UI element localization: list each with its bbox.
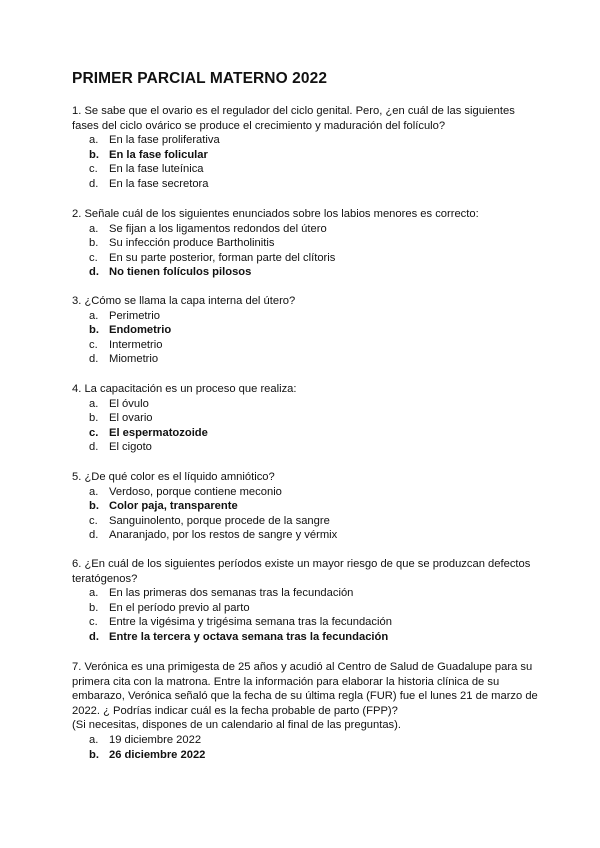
question-stem: 5. ¿De qué color es el líquido amniótico?: [72, 471, 275, 483]
option: [72, 236, 542, 251]
option: [72, 733, 542, 748]
option-correct: [72, 426, 542, 441]
option-marker: d.: [89, 353, 99, 366]
option-correct: [72, 499, 542, 514]
option: [72, 352, 542, 367]
option-marker: d.: [89, 441, 99, 454]
option: [72, 528, 542, 543]
question-stem: 1. Se sabe que el ovario es el regulador del ciclo genital. Pero, ¿en cuál de las siguientes fases del ciclo ovárico se produce el crecimiento y maduración del folículo?: [72, 105, 515, 132]
option-marker: b.: [89, 237, 99, 250]
option-marker: d.: [89, 529, 99, 542]
option-text: El espermatozoide: [109, 426, 208, 439]
option: [72, 133, 542, 148]
option-marker: d.: [89, 177, 99, 190]
option-text: No tienen folículos pilosos: [109, 266, 252, 279]
option: [72, 162, 542, 177]
option-text: En las primeras dos semanas tras la fecundación: [109, 587, 354, 600]
option-text: Sanguinolento, porque procede de la sangre: [109, 514, 330, 527]
option-text: Anaranjado, por los restos de sangre y vérmix: [109, 529, 338, 542]
option: [72, 440, 542, 455]
option-marker: a.: [89, 134, 99, 147]
option: [72, 251, 542, 266]
option-marker: a.: [89, 485, 99, 498]
option-text: En su parte posterior, forman parte del clítoris: [109, 251, 336, 264]
option: [72, 601, 542, 616]
question-note: (Si necesitas, dispones de un calendario al final de las preguntas).: [72, 719, 401, 732]
options-list: [72, 586, 542, 644]
option-correct: [72, 630, 542, 645]
question-7: [72, 660, 542, 762]
question-stem: 6. ¿En cuál de los siguientes períodos existe un mayor riesgo de que se produzcan defectos teratógenos?: [72, 558, 531, 585]
option-correct: [72, 265, 542, 280]
question-2: [72, 207, 542, 280]
option-text: El ovario: [109, 412, 153, 425]
option-text: En la fase secretora: [109, 177, 209, 190]
option-text: Perimetrio: [109, 309, 160, 322]
question-3: [72, 294, 542, 367]
options-list: [72, 485, 542, 543]
option-marker: a.: [89, 222, 99, 235]
option-text: 26 diciembre 2022: [109, 748, 206, 761]
option-marker: c.: [89, 251, 98, 264]
options-list: [72, 133, 542, 191]
option: [72, 338, 542, 353]
option-text: Verdoso, porque contiene meconio: [109, 485, 282, 498]
option-marker: b.: [89, 324, 99, 337]
option-marker: c.: [89, 514, 98, 527]
option-marker: c.: [89, 163, 98, 176]
question-stem: 7. Verónica es una primigesta de 25 años y acudió al Centro de Salud de Guadalupe para su primera cita con la matrona. Entre la información para elaborar la historia clínica de su embarazo, Verónica señaló que la fecha de su última regla (FUR) fue el lunes 21 de marzo de 2022. ¿ Podrías indicar cuál es la fecha probable de parto (FPP)?: [72, 661, 538, 717]
option-text: Entre la tercera y octava semana tras la fecundación: [109, 630, 389, 643]
option-marker: c.: [89, 426, 99, 439]
option-text: En la fase luteínica: [109, 163, 204, 176]
option-text: Intermetrio: [109, 338, 163, 351]
option-text: Se fijan a los ligamentos redondos del útero: [109, 222, 327, 235]
question-6: [72, 557, 542, 645]
option-marker: a.: [89, 397, 99, 410]
question-5: [72, 470, 542, 543]
option-marker: b.: [89, 500, 99, 513]
question-stem: 2. Señale cuál de los siguientes enunciados sobre los labios menores es correcto:: [72, 208, 479, 220]
option-correct: [72, 323, 542, 338]
option-marker: b.: [89, 148, 99, 161]
option-text: El óvulo: [109, 397, 149, 410]
option-text: Entre la vigésima y trigésima semana tras la fecundación: [109, 616, 392, 629]
option: [72, 485, 542, 500]
question-1: [72, 104, 542, 192]
option-text: Color paja, transparente: [109, 500, 238, 513]
option-text: En la fase proliferativa: [109, 134, 220, 147]
question-stem: 3. ¿Cómo se llama la capa interna del útero?: [72, 295, 296, 307]
option: [72, 222, 542, 237]
option-marker: b.: [89, 412, 99, 425]
option-marker: c.: [89, 338, 98, 351]
option-marker: a.: [89, 587, 99, 600]
exam-title: PRIMER PARCIAL MATERNO 2022: [72, 70, 328, 87]
option-text: Endometrio: [109, 324, 172, 337]
option-marker: d.: [89, 266, 99, 279]
question-stem: 4. La capacitación es un proceso que realiza:: [72, 383, 297, 395]
option-correct: [72, 748, 542, 763]
options-list: [72, 397, 542, 455]
option-marker: a.: [89, 309, 99, 322]
option: [72, 615, 542, 630]
options-list: [72, 309, 542, 367]
question-4: [72, 382, 542, 455]
options-list: [72, 222, 542, 280]
option-marker: c.: [89, 616, 98, 629]
option-text: El cigoto: [109, 441, 152, 454]
option-text: En el período previo al parto: [109, 601, 250, 614]
option-text: Su infección produce Bartholinitis: [109, 237, 275, 250]
option-text: Miometrio: [109, 353, 159, 366]
option-correct: [72, 148, 542, 163]
option: [72, 586, 542, 601]
options-list: [72, 733, 542, 762]
option-marker: d.: [89, 630, 99, 643]
option-text: 19 diciembre 2022: [109, 733, 202, 746]
option: [72, 177, 542, 192]
option-marker: b.: [89, 601, 99, 614]
option: [72, 514, 542, 529]
option-marker: a.: [89, 733, 99, 746]
option: [72, 411, 542, 426]
option-text: En la fase folicular: [109, 148, 208, 161]
option-marker: b.: [89, 748, 99, 761]
option: [72, 397, 542, 412]
option: [72, 309, 542, 324]
